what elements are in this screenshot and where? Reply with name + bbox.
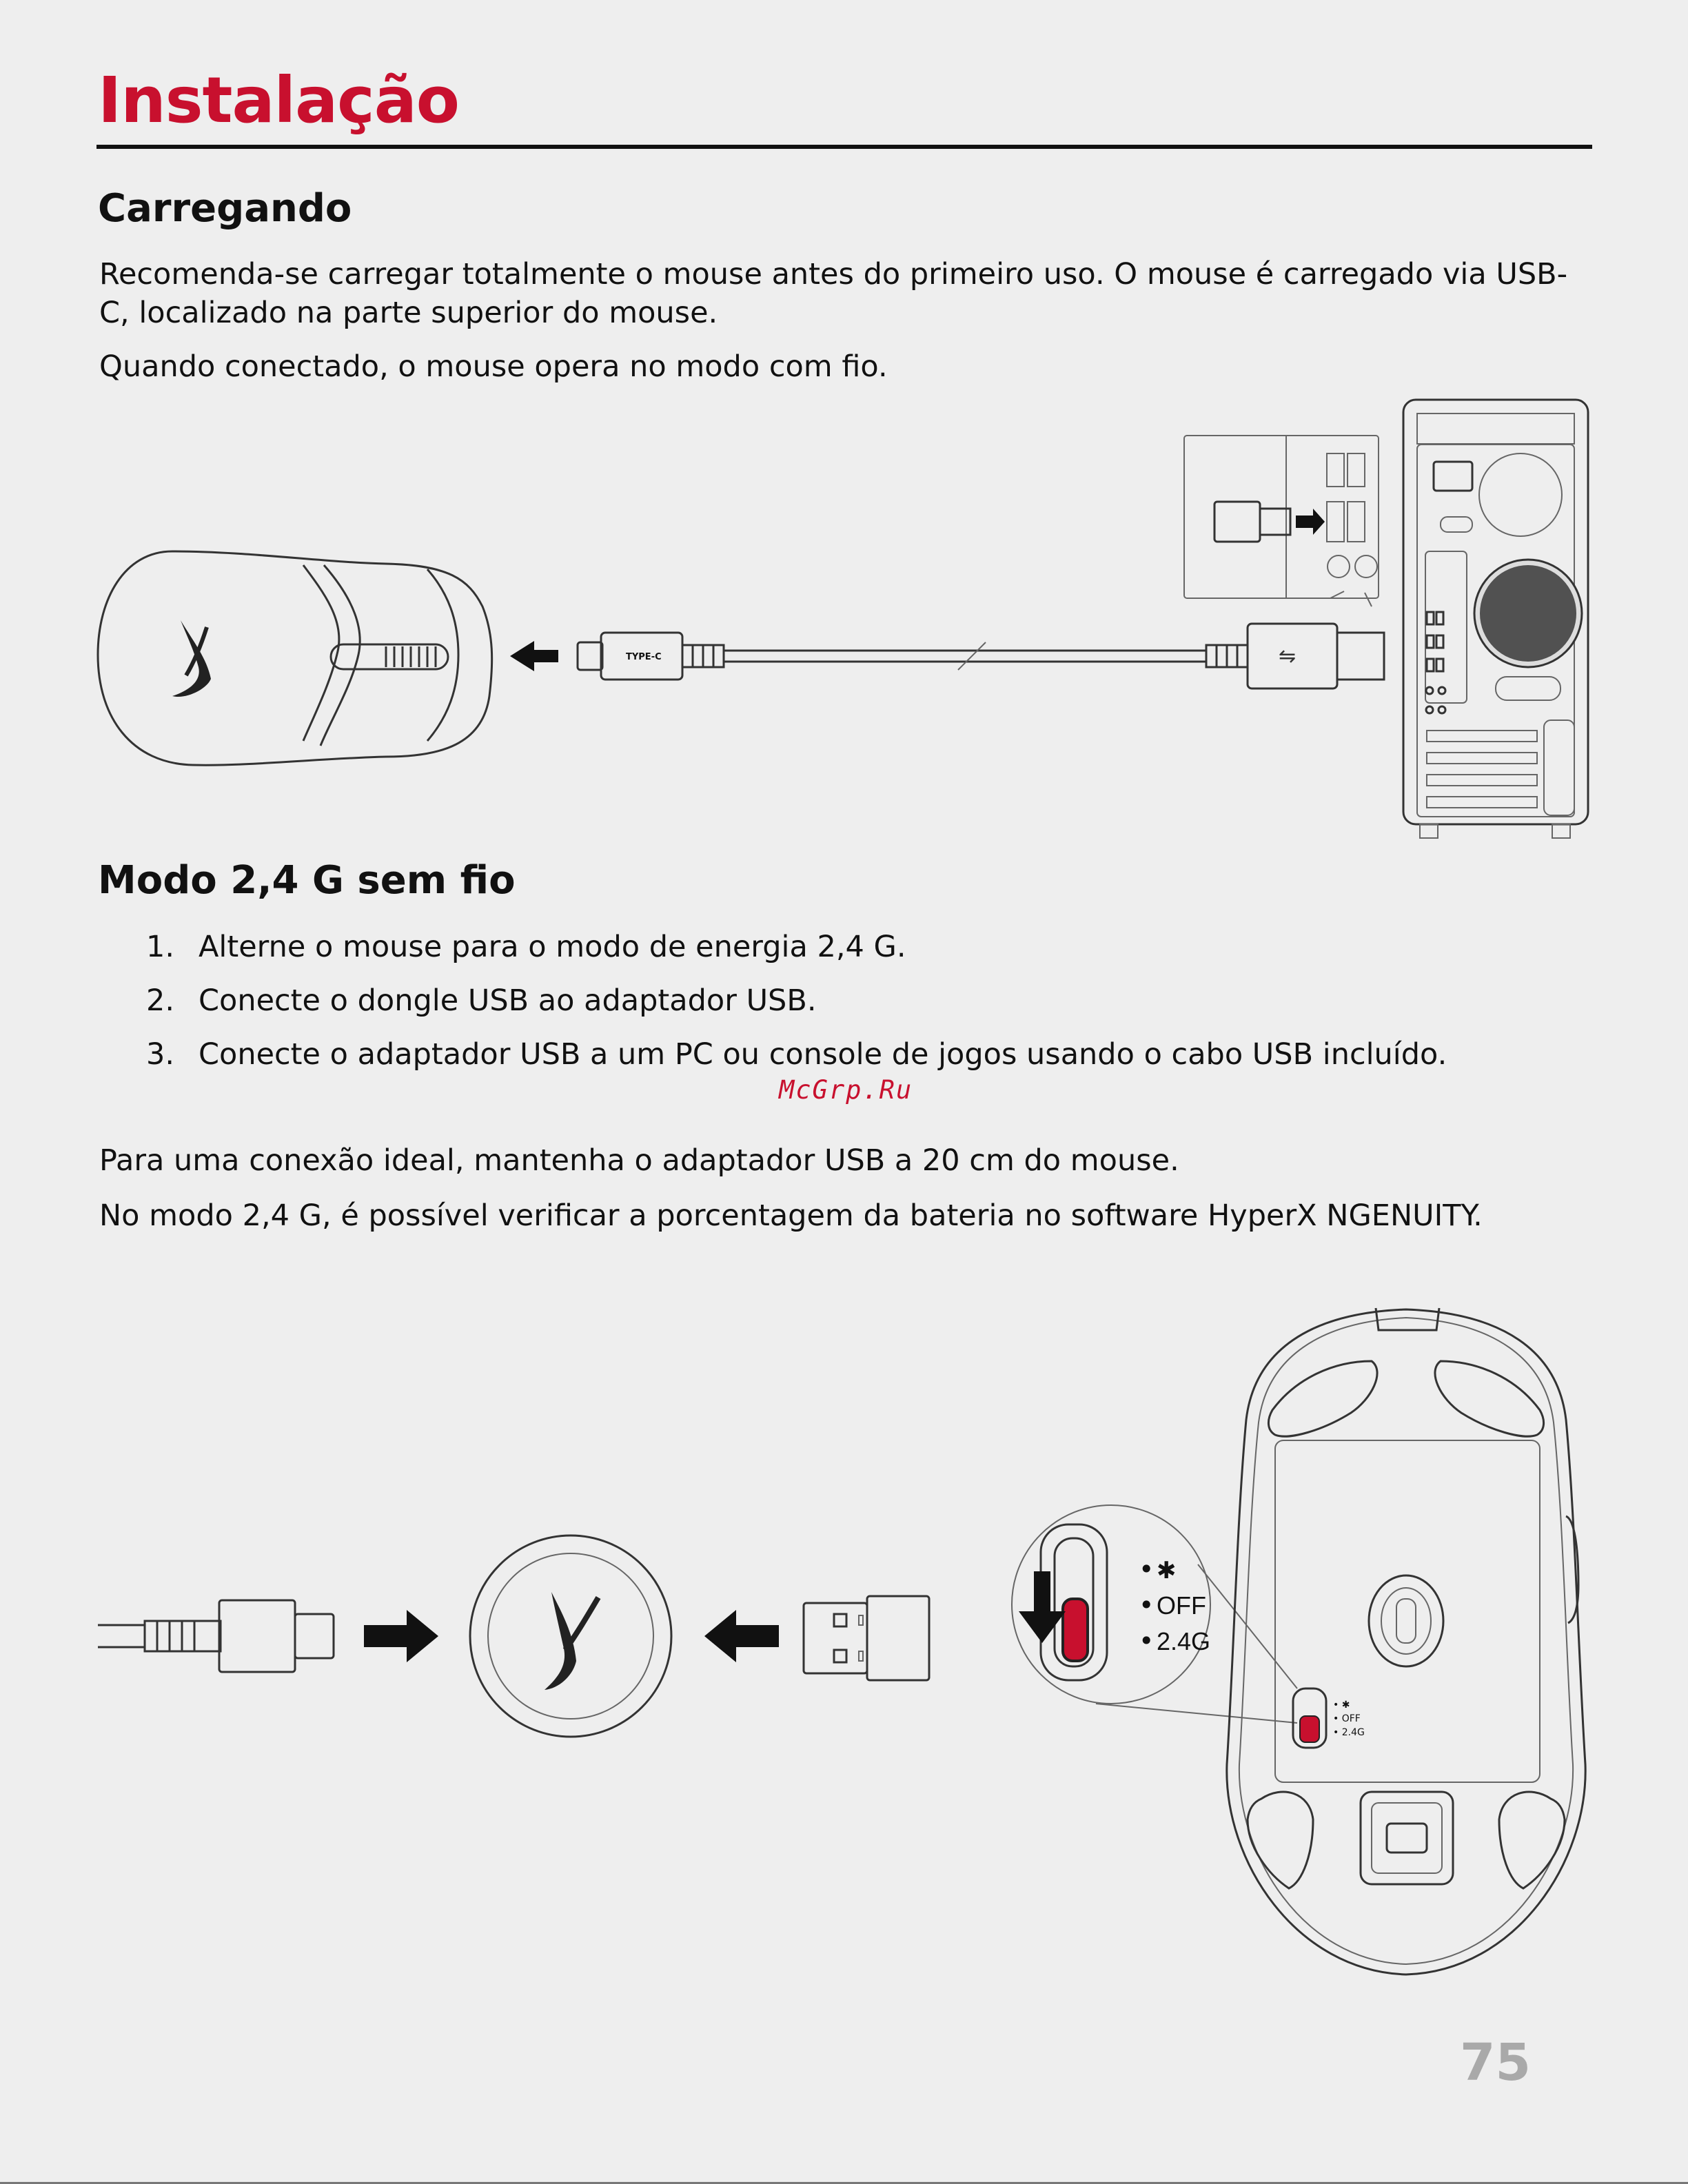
charging-paragraph-2: Quando conectado, o mouse opera no modo com fio. bbox=[99, 349, 888, 384]
svg-text:⇋: ⇋ bbox=[1279, 644, 1296, 669]
usb-dongle bbox=[804, 1596, 929, 1680]
page-title: Instalação bbox=[98, 63, 459, 137]
section-heading-wireless: Modo 2,4 G sem fio bbox=[98, 858, 516, 903]
pc-tower bbox=[1403, 400, 1588, 838]
power-switch-callout bbox=[1012, 1505, 1297, 1723]
pc-port-inset bbox=[1184, 436, 1379, 606]
bluetooth-icon: ✱ bbox=[1157, 1557, 1177, 1584]
wireless-paragraph-2: No modo 2,4 G, é possível verificar a porcentagem da bateria no software HyperX NGENUITY. bbox=[99, 1198, 1483, 1233]
wireless-illustration bbox=[0, 1296, 1688, 1985]
list-item: 2. Conecte o dongle USB ao adaptador USB. bbox=[146, 983, 817, 1018]
switch-label-2-4g: 2.4G bbox=[1157, 1627, 1211, 1655]
usb-cable-end bbox=[98, 1600, 334, 1672]
mouse-top-view bbox=[98, 551, 492, 765]
page-number: 75 bbox=[1460, 2033, 1531, 2092]
list-item: 3. Conecte o adaptador USB a um PC ou console de jogos usando o cabo USB incluído. bbox=[146, 1037, 1447, 1072]
list-item: 1. Alterne o mouse para o modo de energia 2,4 G. bbox=[146, 930, 906, 964]
wireless-steps-list bbox=[99, 920, 1447, 1081]
svg-text:•: • bbox=[1139, 1590, 1155, 1620]
svg-text:• 2.4G: • 2.4G bbox=[1333, 1727, 1365, 1738]
section-heading-charging: Carregando bbox=[98, 186, 352, 231]
svg-text:•: • bbox=[1139, 1554, 1155, 1584]
mouse-bottom-view bbox=[1227, 1308, 1585, 1974]
wireless-paragraph-1: Para uma conexão ideal, mantenha o adaptador USB a 20 cm do mouse. bbox=[99, 1143, 1179, 1178]
arrow-right-icon bbox=[364, 1610, 438, 1662]
title-divider bbox=[96, 145, 1592, 149]
charging-illustration bbox=[0, 393, 1688, 861]
usb-c-cable bbox=[578, 624, 1384, 688]
svg-text:•: • bbox=[1139, 1626, 1155, 1656]
arrow-left-icon bbox=[704, 1610, 779, 1662]
svg-text:• OFF: • OFF bbox=[1333, 1713, 1361, 1724]
svg-text:• ✱: • ✱ bbox=[1333, 1700, 1350, 1711]
watermark: McGrp.Ru bbox=[779, 1075, 913, 1105]
switch-label-off: OFF bbox=[1157, 1591, 1206, 1620]
charging-paragraph-1: Recomenda-se carregar totalmente o mouse antes do primeiro uso. O mouse é carregado via USB-C, localizado na parte superior do mouse. bbox=[99, 257, 1568, 330]
type-c-label: TYPE-C bbox=[626, 652, 662, 662]
usb-adapter bbox=[470, 1535, 671, 1737]
arrow-left-icon bbox=[510, 641, 558, 671]
